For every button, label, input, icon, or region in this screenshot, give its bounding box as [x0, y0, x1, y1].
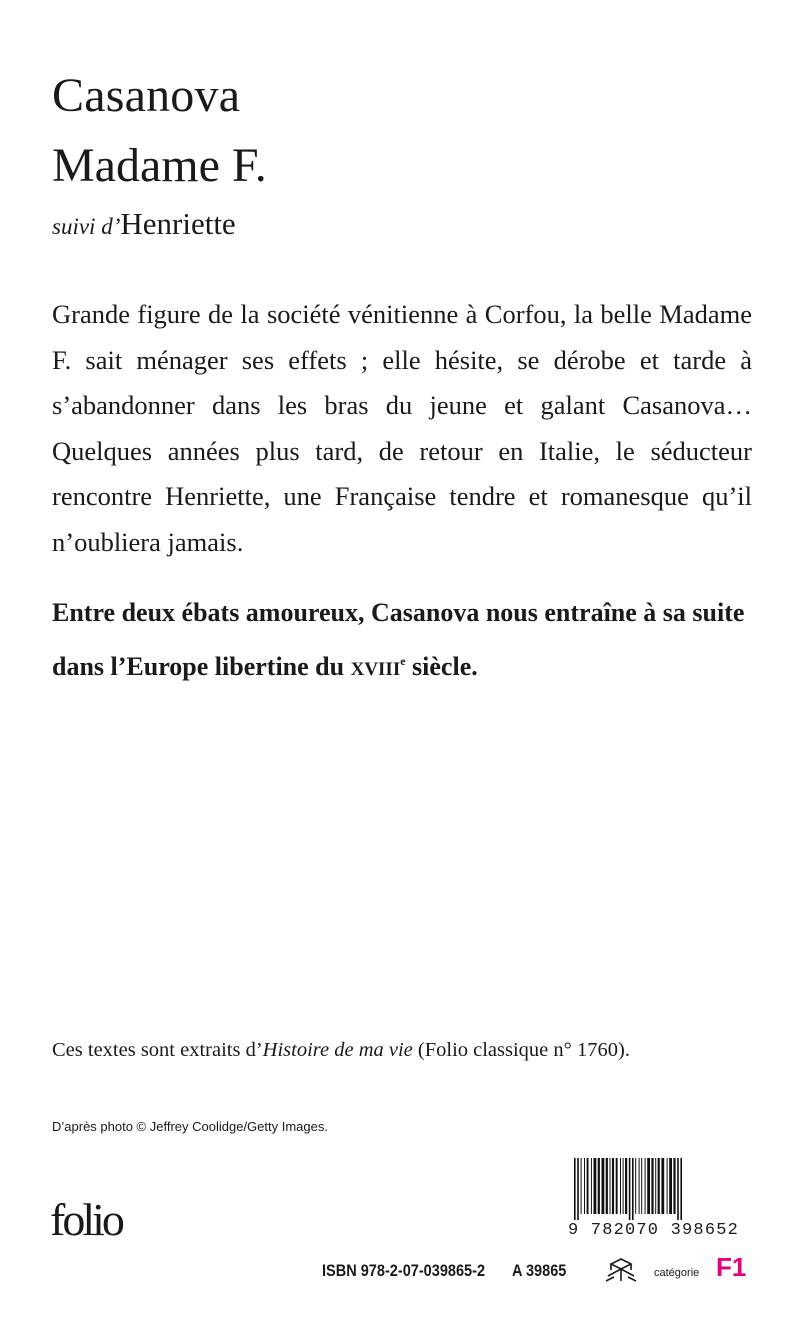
folio-logo: folio [50, 1194, 122, 1245]
summary-paragraph: Grande figure de la société vénitienne à Corfou, la belle Madame F. sait ménager ses effets ; elle hésite, se dérobe et tarde à s’abandonner dans les bras du jeune et galant Casanova… Quelques années plus tard, de retour en Italie, le séducteur rencontre Henriette, une Française tendre et romanesque qu’il n’oubliera jamais. [52, 299, 752, 557]
price-cube-icon [604, 1256, 638, 1284]
barcode-bars [568, 1158, 750, 1220]
source-note [52, 1040, 630, 1061]
source-suffix: (Folio classique n° 1760). [417, 1039, 630, 1061]
tagline-century: XVIII [350, 659, 401, 680]
photo-credit: D’après photo © Jeffrey Coolidge/Getty Images. [52, 1119, 328, 1134]
subtitle-prefix: suivi d’ [52, 214, 121, 239]
isbn-number: ISBN 978-2-07-039865-2 [322, 1262, 486, 1280]
book-title: Madame F. [52, 139, 267, 192]
barcode-digits: 9 782070 398652 [568, 1221, 740, 1240]
tagline-text: Entre deux ébats amoureux, Casanova nous entraîne à sa suite dans l’Europe libertine du [52, 598, 745, 681]
category-value: F1 [716, 1252, 747, 1282]
author-name: Casanova [52, 69, 241, 122]
tagline-end: siècle. [412, 652, 478, 681]
tagline-paragraph [52, 588, 752, 694]
tagline-century-sup: e [400, 654, 406, 668]
book-subtitle [52, 208, 236, 239]
catalog-code: A 39865 [512, 1262, 567, 1280]
category-label: catégorie [654, 1267, 700, 1279]
source-prefix: Ces textes sont extraits d’ [52, 1039, 263, 1061]
subtitle-title: Henriette [120, 206, 236, 241]
source-work: Histoire de ma vie [262, 1039, 413, 1061]
barcode [568, 1158, 750, 1240]
